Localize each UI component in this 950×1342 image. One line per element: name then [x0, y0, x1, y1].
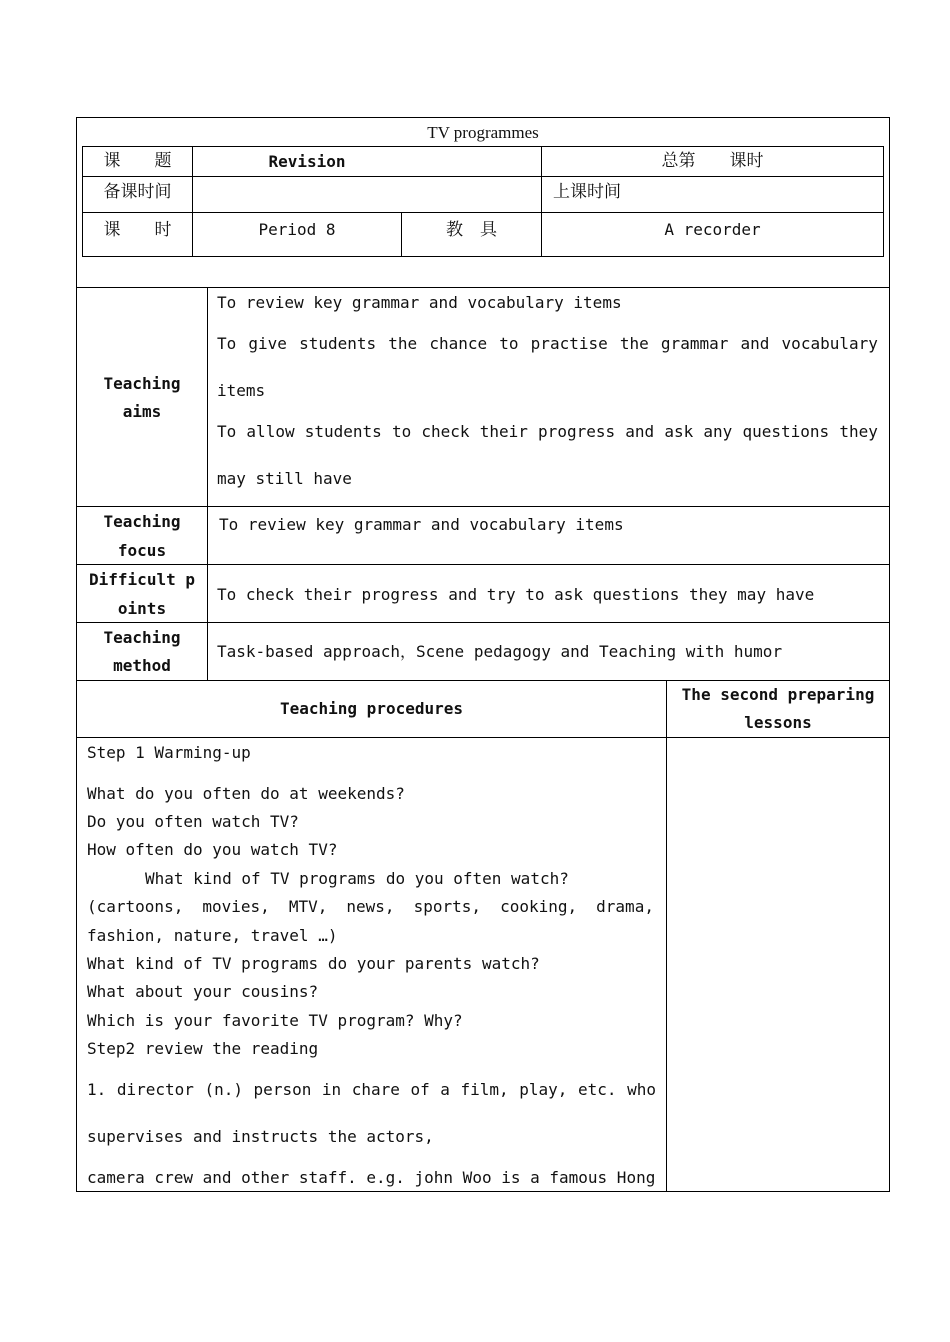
- second-prep-header-line1: The second preparing: [681, 685, 875, 704]
- aim-line: To give students the chance to practise the grammar and vocabulary: [217, 334, 878, 353]
- aim-line: may still have: [217, 469, 352, 488]
- procedure-line: What kind of TV programs do you often watch?: [145, 869, 569, 888]
- focus-label-line2: focus: [117, 541, 167, 560]
- difficult-label-line1: Difficult p: [89, 570, 195, 589]
- procedure-line: Step 1 Warming-up: [87, 743, 251, 762]
- procedure-line: Which is your favorite TV program? Why?: [87, 1011, 463, 1030]
- total-lesson-label: 总第 课时: [661, 151, 764, 170]
- procedure-line: What about your cousins?: [87, 982, 319, 1001]
- prep-time-label: 备课时间: [103, 182, 172, 201]
- procedure-line: How often do you watch TV?: [87, 840, 338, 859]
- method-text: Task-based approach，Scene pedagogy and Teaching with humor: [217, 642, 783, 661]
- aims-label-line2: aims: [122, 402, 162, 421]
- aims-label-line1: Teaching: [103, 374, 181, 393]
- class-time-label: 上课时间: [553, 182, 621, 201]
- procedure-line: What do you often do at weekends?: [87, 784, 405, 803]
- procedure-line: Do you often watch TV?: [87, 812, 299, 831]
- period-label: 课 时: [103, 220, 172, 239]
- procedure-line: (cartoons, movies, MTV, news, sports, cooking, drama,: [87, 897, 654, 916]
- tools-value: A recorder: [664, 220, 761, 239]
- procedures-header: Teaching procedures: [279, 699, 464, 718]
- aim-line: To allow students to check their progress and ask any questions they: [217, 422, 878, 441]
- method-label-line2: method: [113, 656, 171, 675]
- period-value: Period 8: [258, 220, 336, 239]
- procedure-line: What kind of TV programs do your parents watch?: [87, 954, 540, 973]
- procedure-line: Step2 review the reading: [87, 1039, 319, 1058]
- difficult-text: To check their progress and try to ask questions they may have: [217, 585, 815, 604]
- page-title: TV programmes: [427, 123, 539, 142]
- second-prep-header-line2: lessons: [744, 713, 812, 732]
- procedure-line: camera crew and other staff. e.g. john Woo is a famous Hong: [87, 1168, 656, 1187]
- subject-value: Revision: [268, 152, 346, 171]
- aim-line: items: [217, 381, 266, 400]
- tools-label: 教 具: [446, 220, 497, 239]
- difficult-label-line2: oints: [117, 599, 167, 618]
- subject-label: 课 题: [103, 151, 172, 170]
- procedure-line: 1. director (n.) person in chare of a film, play, etc. who: [87, 1080, 656, 1099]
- procedure-line: supervises and instructs the actors,: [87, 1127, 434, 1146]
- procedure-line: fashion, nature, travel …): [87, 926, 338, 945]
- focus-label-line1: Teaching: [103, 512, 181, 531]
- method-label-line1: Teaching: [103, 628, 181, 647]
- focus-text: To review key grammar and vocabulary items: [219, 515, 624, 534]
- aim-line: To review key grammar and vocabulary items: [217, 293, 622, 312]
